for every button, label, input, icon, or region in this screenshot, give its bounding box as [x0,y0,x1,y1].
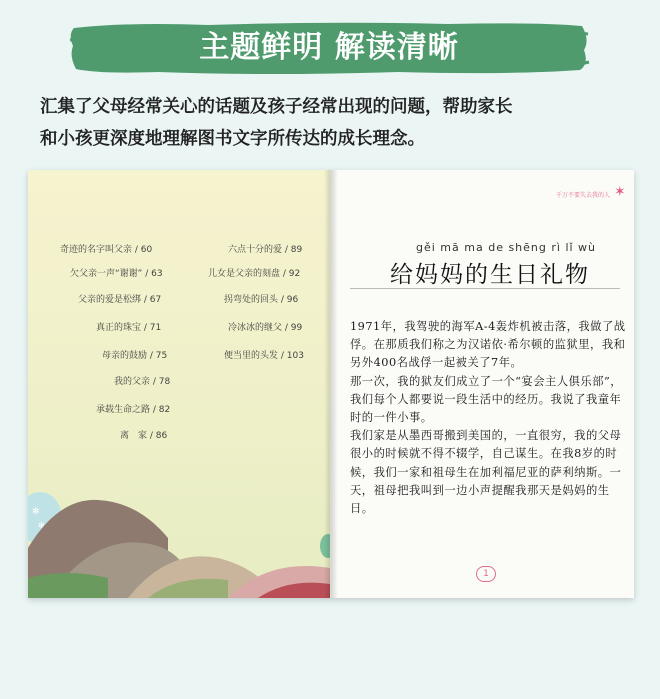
hills-illustration [28,428,330,598]
book-gutter [324,170,338,598]
toc-entry-page: 92 [288,269,301,279]
toc-entry [78,292,161,305]
toc-entry [208,266,300,279]
toc-entry [102,348,167,361]
toc-separator: / [282,323,291,333]
toc-entry-page: 82 [158,405,171,415]
toc-entry-title: 欠父亲一声“谢谢” [70,269,143,279]
intro-text [40,91,630,155]
toc-entry-page: 63 [151,269,163,279]
table-of-contents-page [28,170,330,598]
toc-entry [96,402,170,415]
toc-entry-page: 75 [155,351,168,361]
toc-entry-title: 承载生命之路 [96,405,151,415]
toc-entry [228,320,302,333]
toc-entry-title: 奇迹的名字叫父亲 [60,245,133,255]
svg-text:✻: ✻ [38,521,45,530]
toc-entry [224,292,298,305]
toc-entry-page: 71 [149,323,162,333]
toc-entry [228,242,302,255]
paragraph: 那一次，我的狱友们成立了一个“宴会主人俱乐部”，我们每个人都要说一段生活中的经历。我说了我童年时的一件小事。 [350,374,623,425]
banner-title: 主题鲜明 解读清晰 [199,30,459,65]
toc-entry [60,242,152,255]
toc-separator: / [141,323,150,333]
toc-entry-title: 母亲的鼓励 [102,351,148,361]
paragraph: 我们家是从墨西哥搬到美国的，一直很穷，我的父母很小的时候就不得不辍学，自己谋生。在我8岁的时候，我们一家和祖母生在加利福尼亚的萨利纳斯。一天，祖母把我叫到一边小声提醒我那天是妈妈的生日。 [350,429,622,516]
toc-entry-page: 86 [155,431,168,441]
toc-entry [96,320,161,333]
toc-separator: / [147,351,156,361]
toc-separator: / [278,351,287,361]
toc-entry [224,348,304,361]
toc-entry-title: 父亲的爱是松绑 [78,295,142,305]
title-banner [68,20,590,76]
toc-entry-title: 拐弯处的回头 [224,295,279,305]
running-header: 千万不要失去我的人 [555,192,610,199]
toc-separator: / [150,405,159,415]
paragraph: 1971年，我驾驶的海军A-4轰炸机被击落，我做了战俘。在那质我们称之为汉诺依·希尔顿的监狱里，我和另外400名战俘一起被关了7年。 [350,320,626,370]
toc-separator: / [132,245,141,255]
svg-text:✻: ✻ [32,507,40,517]
toc-entry-page: 99 [290,323,303,333]
toc-entry-page: 103 [286,351,304,361]
toc-separator: / [282,245,291,255]
toc-entry-title: 我的父亲 [114,377,151,387]
toc-entry-page: 96 [286,295,299,305]
chapter-title: 给妈妈的生日礼物 [390,262,590,288]
toc-entry-page: 78 [158,377,171,387]
toc-entry-title: 冷冰冰的继父 [228,323,283,333]
toc-entry [70,266,163,279]
toc-entry-title: 儿女是父亲的刻盘 [208,269,281,279]
toc-separator: / [280,269,289,279]
toc-separator: / [147,431,156,441]
book-spread-image [28,170,634,598]
intro-line-1: 汇集了父母经常关心的话题及孩子经常出现的问题，帮助家长 [40,97,513,117]
toc-separator: / [141,295,150,305]
intro-line-2: 和小孩更深度地理解图书文字所传达的成长理念。 [40,129,425,149]
toc-entry-title: 六点十分的爱 [228,245,283,255]
story-page [330,170,634,598]
toc-entry-title: 离 家 [120,431,148,441]
toc-entry [114,374,170,387]
toc-entry-page: 67 [149,295,162,305]
title-pinyin: gěi mā ma de shēng rì lǐ wù [416,241,597,254]
toc-entry-title: 便当里的头发 [224,351,279,361]
star-icon: ✶ [614,184,626,200]
divider [350,288,620,289]
toc-entry-page: 89 [290,245,303,255]
page-number: 1 [476,566,496,582]
toc-entry-page: 60 [140,245,153,255]
toc-separator: / [150,377,159,387]
story-body [350,318,626,518]
toc-entry-title: 真正的珠宝 [96,323,142,333]
toc-separator: / [142,269,152,279]
toc-separator: / [278,295,287,305]
